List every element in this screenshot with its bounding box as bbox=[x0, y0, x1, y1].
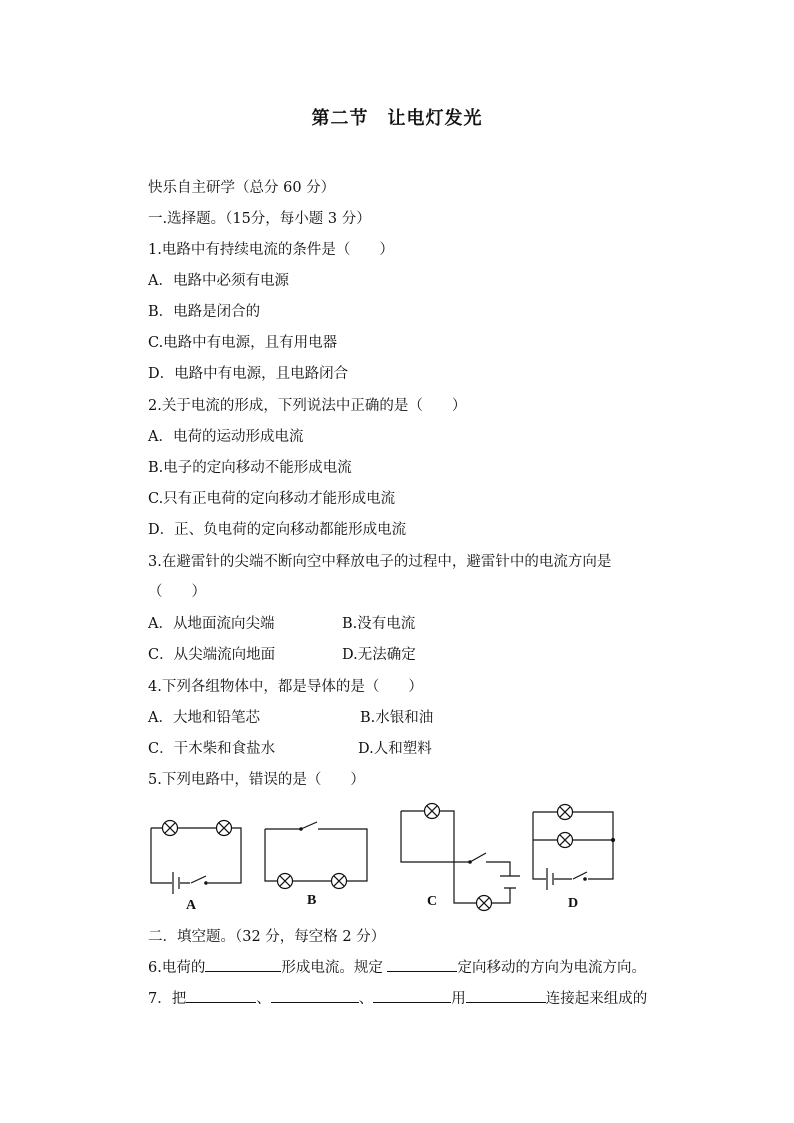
q7-blank-1[interactable] bbox=[186, 987, 256, 1003]
circuit-d-label: D bbox=[568, 896, 579, 911]
part1-heading: 一.选择题。（15分，每小题 3 分） bbox=[148, 211, 371, 227]
q7-blank-4[interactable] bbox=[466, 987, 546, 1003]
part2-heading: 二．填空题。（32 分，每空格 2 分） bbox=[148, 929, 386, 945]
q3-option-c: C．从尖端流向地面 bbox=[148, 647, 276, 663]
q7-blank-3[interactable] bbox=[373, 987, 451, 1003]
circuit-a bbox=[151, 821, 241, 897]
q4-option-b: B.水银和油 bbox=[360, 710, 434, 726]
q4-option-a: A．大地和铅笔芯 bbox=[148, 710, 260, 726]
circuit-c-label: C bbox=[427, 894, 438, 909]
q6-blank-1[interactable] bbox=[205, 956, 281, 972]
circuit-b bbox=[265, 822, 367, 889]
q2-option-d: D．正、负电荷的定向移动都能形成电流 bbox=[148, 522, 407, 538]
q1-option-c: C.电路中有电源，且有用电器 bbox=[148, 335, 338, 351]
q3-option-a: A．从地面流向尖端 bbox=[148, 616, 275, 632]
q6-text-2: 形成电流。规定 bbox=[281, 960, 383, 976]
circuit-a-label: A bbox=[186, 898, 197, 913]
q7-text-1: 7．把 bbox=[148, 991, 187, 1007]
q1-option-b: B．电路是闭合的 bbox=[148, 304, 261, 320]
q3-option-b: B.没有电流 bbox=[342, 616, 416, 632]
q1-option-a: A．电路中必须有电源 bbox=[148, 273, 289, 289]
q6-text-3: 定向移动的方向为电流方向。 bbox=[457, 960, 646, 976]
q3-stem: 3.在避雷针的尖端不断向空中释放电子的过程中，避雷针中的电流方向是 bbox=[148, 554, 612, 570]
q5-stem: 5.下列电路中，错误的是（ ） bbox=[148, 772, 365, 788]
q6-line bbox=[148, 956, 646, 977]
q1-option-d: D．电路中有电源，且电路闭合 bbox=[148, 366, 349, 382]
q4-option-c: C．干木柴和食盐水 bbox=[148, 741, 276, 757]
switch-icon bbox=[470, 853, 486, 862]
q7-text-2: 用 bbox=[451, 991, 466, 1007]
q7-text-3: 连接起来组成的 bbox=[545, 991, 648, 1007]
q2-stem: 2.关于电流的形成，下列说法中正确的是（ ） bbox=[148, 398, 467, 414]
q3-stem-continued: （ ） bbox=[148, 584, 206, 600]
q7-sep-2: 、 bbox=[358, 991, 374, 1007]
circuit-c bbox=[401, 804, 520, 911]
q7-line bbox=[148, 987, 647, 1008]
q2-option-c: C.只有正电荷的定向移动才能形成电流 bbox=[148, 491, 396, 507]
q4-option-d: D.人和塑料 bbox=[358, 741, 432, 757]
section-header: 快乐自主研学（总分 60 分） bbox=[148, 180, 336, 196]
q2-option-b: B.电子的定向移动不能形成电流 bbox=[148, 460, 352, 476]
q6-text-1: 6.电荷的 bbox=[148, 960, 206, 976]
battery-icon bbox=[500, 876, 520, 888]
q6-blank-2[interactable] bbox=[387, 956, 457, 972]
q2-option-a: A．电荷的运动形成电流 bbox=[148, 429, 304, 445]
circuit-b-label: B bbox=[307, 893, 317, 908]
q3-option-d: D.无法确定 bbox=[342, 647, 416, 663]
switch-icon bbox=[301, 822, 317, 829]
circuit-d bbox=[533, 805, 615, 893]
q4-stem: 4.下列各组物体中，都是导体的是（ ） bbox=[148, 679, 423, 695]
q7-blank-2[interactable] bbox=[271, 987, 359, 1003]
q7-sep-1: 、 bbox=[256, 991, 271, 1007]
q1-stem: 1.电路中有持续电流的条件是（ ） bbox=[148, 242, 394, 258]
page-title: 第二节 让电灯发光 bbox=[311, 108, 483, 129]
